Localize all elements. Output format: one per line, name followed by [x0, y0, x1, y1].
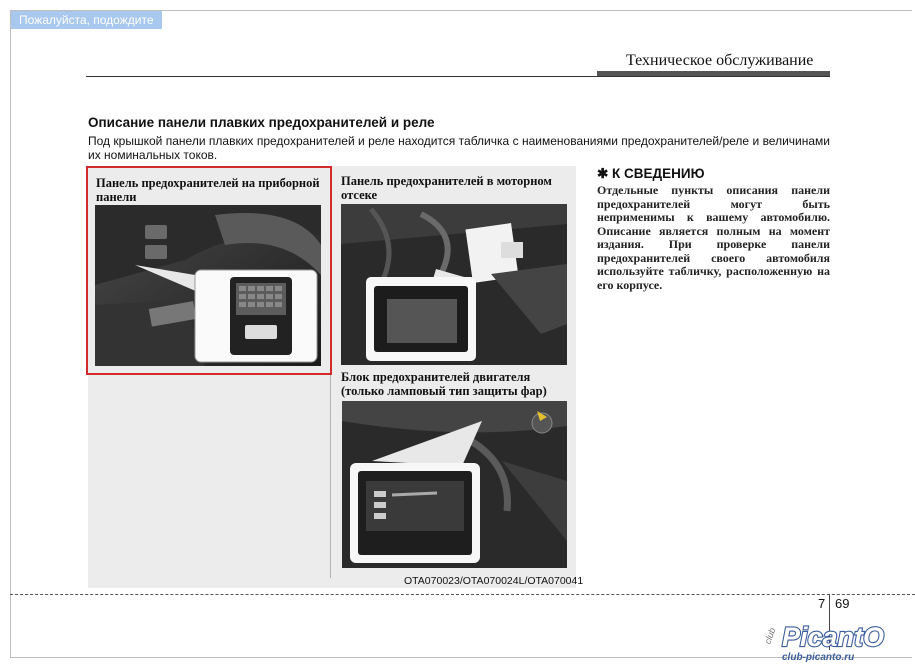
figure-3-caption: Блок предохранителей двигателя (только ламповый тип защиты фар) — [341, 370, 547, 398]
watermark-club: club — [762, 626, 778, 646]
chapter-number: 7 — [818, 596, 826, 611]
engine-fuse-block-photo — [342, 401, 567, 568]
header-accent-bar — [597, 71, 830, 76]
figure-highlight-box — [86, 166, 332, 375]
loading-indicator: Пожалуйста, подождите — [11, 11, 162, 29]
page-number: 69 — [835, 596, 850, 611]
header-rule — [86, 76, 830, 77]
footer-dashed-rule — [10, 594, 915, 595]
watermark-brand: PicantO — [782, 622, 885, 652]
section-header: Техническое обслуживание — [626, 52, 814, 69]
article-intro: Под крышкой панели плавких предохранителей и реле находится табличка с наименованиями предохранителей/реле и величинами их номинальных токов. — [88, 134, 830, 162]
note-body: Отдельные пункты описания панели предохранителей могут быть неприменимы к вашему автомобилю. Описание является полным на момент издания. При проверке панели предохранителей своего автомобиля используйте табличку, расположенную на его корпусе. — [597, 183, 830, 292]
engine-compartment-fuse-box-photo — [341, 204, 567, 365]
note-heading: ✱ К СВЕДЕНИЮ — [597, 166, 705, 181]
figure-2-caption: Панель предохранителей в моторном отсеке — [341, 174, 552, 202]
article-title: Описание панели плавких предохранителей и реле — [88, 115, 435, 130]
figure-1-caption: Панель предохранителей на приборной панели — [96, 176, 320, 204]
figure-code: OTA070023/OTA070024L/OTA070041 — [404, 575, 584, 587]
club-picanto-watermark — [764, 619, 914, 663]
watermark-site: club-picanto.ru — [782, 652, 855, 663]
